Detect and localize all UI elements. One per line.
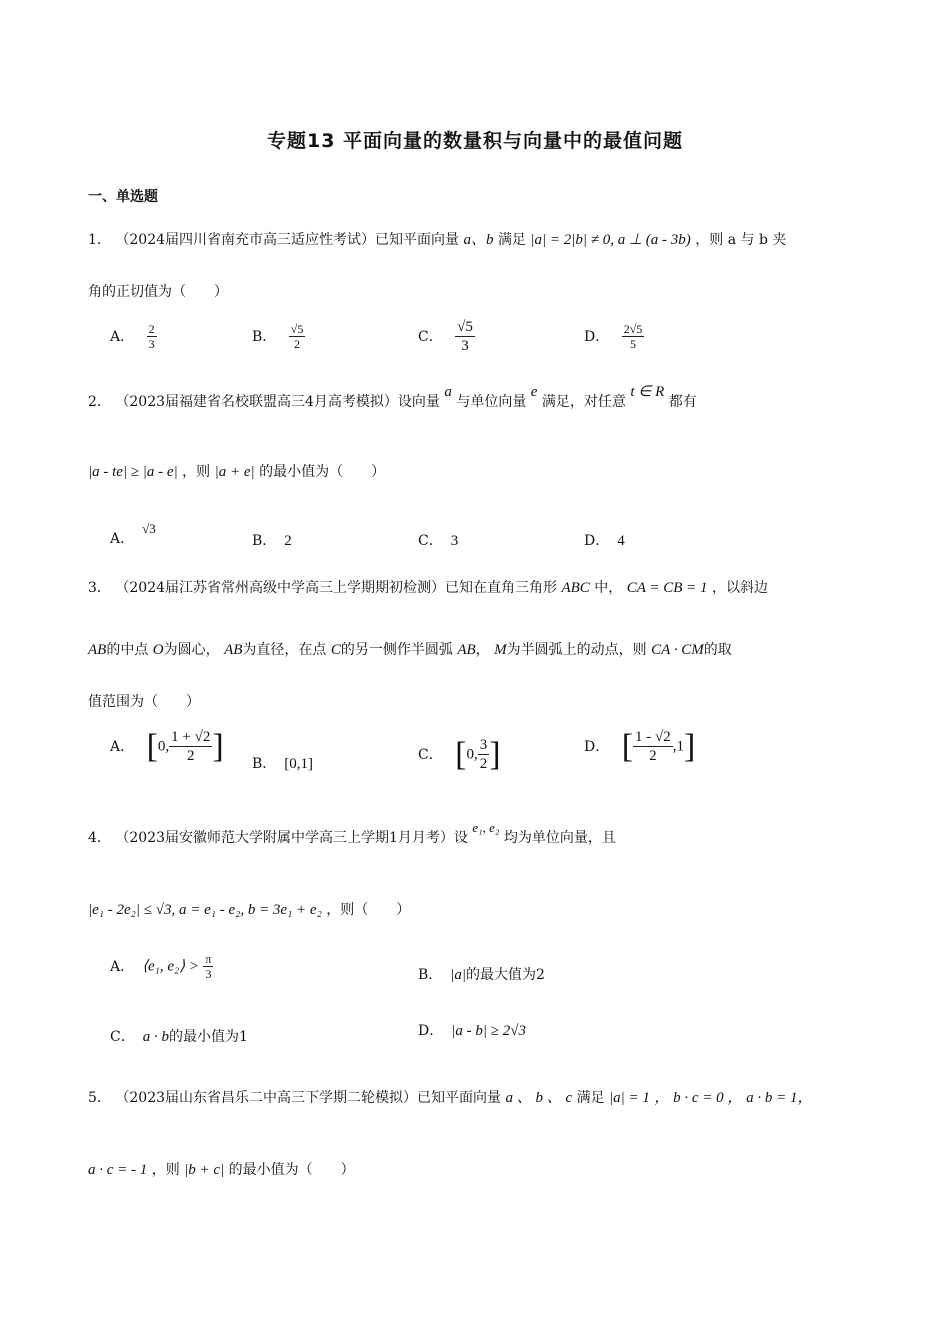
right-bracket: ] [212, 727, 224, 765]
page-title: 专题13 平面向量的数量积与向量中的最值问题 [266, 130, 684, 152]
question-2-line-1 [88, 384, 697, 412]
question-1-vars: a、b [463, 232, 494, 248]
option-label: D． [584, 533, 610, 549]
interval-right: ,1 [672, 738, 684, 755]
question-3-source: （2024届江苏省常州高级中学高三上学期期初检测）已知在直角三角形 [115, 580, 558, 596]
interval-left: 0, [466, 746, 478, 763]
point-o: O [152, 642, 164, 658]
option-text: 的最小值为1 [168, 1029, 248, 1045]
fraction [478, 736, 490, 773]
left-bracket: [ [146, 727, 158, 765]
option-value: 3 [450, 533, 459, 549]
q1-option-b[interactable] [252, 322, 305, 351]
question-3-number: 3． [88, 580, 111, 596]
q2-option-d[interactable] [584, 530, 625, 550]
question-3-text: 中， [594, 580, 623, 596]
q3-option-a[interactable] [110, 728, 224, 765]
segment-ab: AB [224, 642, 243, 658]
question-2-number: 2． [88, 394, 111, 410]
fraction [169, 728, 212, 765]
question-2-source: （2023届福建省名校联盟高三4月高考模拟）设向量 [115, 394, 440, 410]
question-3-tail: ，以斜边 [711, 580, 768, 596]
right-bracket: ] [489, 735, 501, 773]
text: 的取 [703, 642, 732, 658]
question-3-line-1 [88, 578, 768, 598]
text: 为直径，在点 [242, 642, 327, 658]
fraction [455, 318, 475, 355]
question-4-line-1 [88, 820, 616, 848]
arc-ab: AB [457, 642, 476, 658]
fraction [289, 322, 306, 351]
question-5-ask: 的最小值为（ ） [228, 1162, 355, 1178]
numerator: π [205, 952, 212, 966]
question-4-number: 4． [88, 830, 111, 846]
q3-option-b[interactable] [252, 753, 313, 773]
question-2-ask: 的最小值为（ ） [259, 464, 386, 480]
question-1-source: （2024届四川省南充市高三适应性考试）已知平面向量 [115, 232, 460, 248]
option-label: B． [418, 967, 443, 983]
point-c: C [330, 642, 341, 658]
option-label: D． [584, 328, 610, 345]
question-1-line-2: 角的正切值为（ ） [88, 284, 228, 300]
question-2-expression: |a + e| [214, 464, 255, 480]
dot-product-expression: CA · CM [651, 642, 704, 658]
question-1-number: 1． [88, 232, 111, 248]
section-heading: 一、单选题 [88, 189, 158, 205]
question-5-expression: |b + c| [184, 1162, 225, 1178]
text: 的另一侧作半圆弧 [340, 642, 453, 658]
question-5-condition-2: ， b · c = 0 ， a · b = 1， [654, 1090, 813, 1106]
left-bracket: [ [621, 727, 634, 765]
q3-option-d[interactable] [584, 728, 695, 765]
q2-option-b[interactable] [252, 530, 292, 550]
question-4-condition: |e₁ - 2e₂| ≤ √3, a = e₁ - e₂, b = 3e₁ + e₂ [88, 902, 322, 918]
numerator: √5 [457, 319, 473, 335]
question-2-then: ，则 [182, 464, 211, 480]
option-value: 2 [284, 533, 292, 549]
right-bracket: ] [684, 727, 696, 765]
option-label: A． [110, 958, 135, 975]
question-5-text: 满足 [576, 1090, 605, 1106]
denominator: 3 [148, 337, 155, 351]
question-2-text: 与单位向量 [456, 394, 527, 410]
question-5-line-1 [88, 1088, 813, 1108]
q1-option-d[interactable] [584, 322, 644, 351]
question-4-line-2 [88, 900, 410, 920]
denominator: 5 [629, 337, 636, 351]
option-label: A． [110, 531, 135, 547]
text: ， [475, 642, 490, 658]
option-text: 的最大值为2 [466, 967, 545, 983]
q2-option-a[interactable] [110, 521, 156, 548]
numerator: 2√5 [623, 322, 643, 336]
option-label: B． [252, 533, 277, 549]
text: 为半圆弧上的动点，则 [506, 642, 647, 658]
q1-option-c[interactable] [418, 318, 475, 355]
denominator: 2 [479, 756, 488, 772]
t-in-r: t ∈ R [630, 384, 665, 400]
option-label: B． [252, 756, 277, 772]
question-1-tail: ，则 a 与 b 夹 [695, 232, 787, 248]
point-m: M [494, 642, 507, 658]
option-label: C． [110, 1029, 135, 1045]
option-label: A． [110, 328, 135, 345]
triangle-abc: ABC [561, 580, 590, 596]
interval-left: 0, [157, 738, 170, 755]
option-expression: ⟨e₁, e₂⟩ > [142, 958, 199, 975]
option-label: C． [418, 746, 443, 763]
question-2-text-2: 满足，对任意 [541, 394, 626, 410]
option-value: [0,1] [284, 756, 314, 772]
question-2-line-2 [88, 462, 385, 482]
option-label: C． [418, 533, 443, 549]
q4-option-b[interactable] [418, 964, 545, 984]
fraction [622, 322, 645, 351]
q4-option-a[interactable] [110, 952, 213, 981]
question-4-ask: ，则（ ） [326, 902, 411, 918]
option-expression: |a| [450, 967, 467, 983]
option-label: D． [418, 1023, 444, 1039]
q4-option-d[interactable] [418, 1020, 526, 1040]
option-expression: |a - b| ≥ 2√3 [451, 1023, 526, 1039]
numerator: 1 - √2 [635, 729, 671, 745]
fraction [633, 728, 673, 765]
left-bracket: [ [455, 735, 467, 773]
q1-option-a[interactable] [110, 322, 157, 351]
question-3-line-2 [88, 640, 732, 660]
numerator: 3 [479, 737, 488, 753]
option-label: C． [418, 328, 443, 345]
question-2-condition: |a - te| ≥ |a - e| [88, 464, 178, 480]
text: 为圆心， [163, 642, 220, 658]
denominator: 2 [294, 337, 301, 351]
denominator: 2 [187, 748, 195, 764]
question-2-tail: 都有 [668, 394, 697, 410]
question-4-source: （2023届安徽师范大学附属中学高三上学期1月月考）设 [115, 830, 468, 846]
question-5-then: ，则 [151, 1162, 180, 1178]
text: 的中点 [106, 642, 149, 658]
vector-e: e [530, 384, 538, 400]
question-5-source: （2023届山东省昌乐二中高三下学期二轮模拟）已知平面向量 [115, 1090, 502, 1106]
q2-option-c[interactable] [418, 530, 458, 550]
segment-ab: AB [88, 642, 107, 658]
question-3-condition: CA = CB = 1 [626, 580, 708, 596]
option-label: D． [584, 738, 610, 755]
question-3-line-3: 值范围为（ ） [88, 694, 200, 710]
question-1-line-1 [88, 230, 786, 250]
question-5-condition-3: a · c = - 1 [88, 1162, 148, 1178]
question-1-condition: |a| = 2|b| ≠ 0, a ⊥ (a - 3b) [530, 232, 691, 248]
question-4-tail: 均为单位向量，且 [503, 830, 616, 846]
q4-option-c[interactable] [110, 1026, 248, 1046]
question-5-number: 5． [88, 1090, 111, 1106]
question-5-vars: a 、 b 、 c [505, 1090, 573, 1106]
numerator: 2 [148, 322, 155, 336]
fraction [147, 322, 157, 351]
numerator: 1 + √2 [171, 729, 211, 745]
denominator: 3 [205, 967, 212, 981]
option-label: A． [110, 738, 135, 755]
denominator: 2 [649, 748, 657, 764]
fraction [203, 952, 213, 981]
option-expression: a · b [142, 1029, 169, 1045]
option-label: B． [252, 328, 277, 345]
numerator: √5 [290, 322, 304, 336]
question-5-condition: |a| = 1 [609, 1090, 650, 1106]
option-value: √3 [142, 521, 156, 536]
unit-vectors: e₁, e₂ [472, 820, 500, 835]
denominator: 3 [461, 338, 469, 354]
q3-option-c[interactable] [418, 736, 501, 773]
question-5-line-2 [88, 1160, 355, 1180]
question-1-text: 满足 [497, 232, 526, 248]
vector-a: a [444, 384, 452, 400]
option-value: 4 [617, 533, 625, 549]
